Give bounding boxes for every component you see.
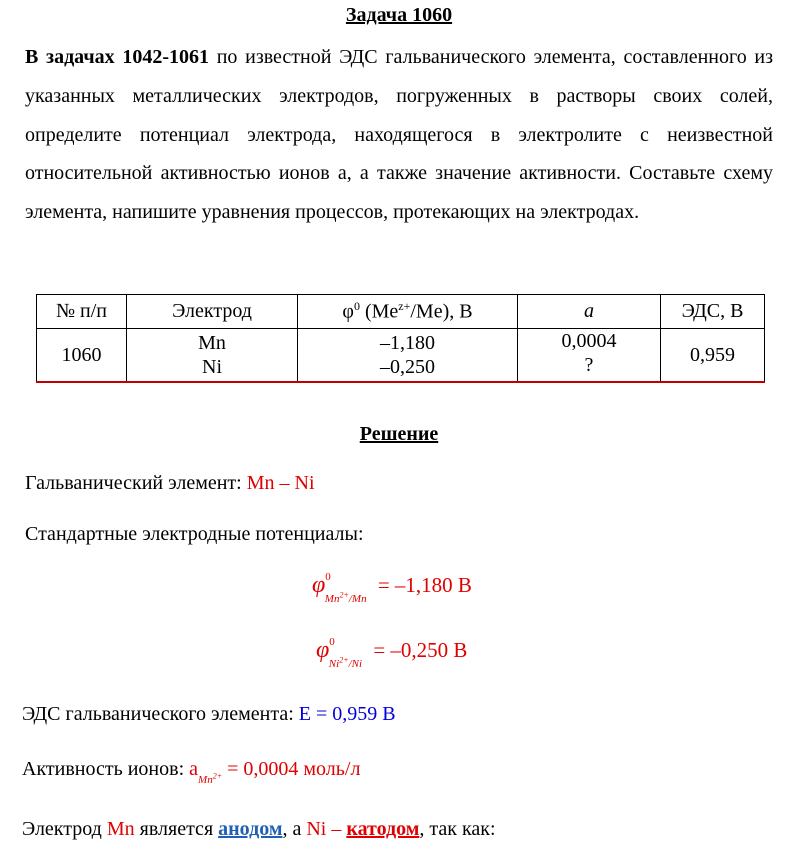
data-table — [36, 294, 765, 383]
anode-label: анодом — [218, 818, 283, 840]
header-num: № п/п — [37, 295, 127, 329]
cell-activity: 0,0004 ? — [518, 329, 661, 383]
std-potentials-label: Стандартные электродные потенциалы: — [25, 523, 364, 545]
cell-line: Гальванический элемент: Mn – Ni — [25, 472, 315, 494]
formula-ni-potential: $\varphi^0_{Ni^{2+}/Ni} = -0,250$ В — [316, 636, 468, 670]
cell-emf: 0,959 — [661, 329, 765, 383]
cell-formula: Mn – Ni — [246, 472, 315, 494]
header-potential: $\varphi^0$ $(Me^{z+}/Me)$, В — [298, 295, 518, 329]
problem-text: по известной ЭДС гальванического элемента, составленного из указанных металлических электродов, погруженных в растворы своих солей, определите потенциал электрода, находящегося в электролите с неизвестной относительной активностью ионов а, а также значение активности. Составьте схему элемента, напишите уравнения процессов, протекающих на электродах. — [25, 46, 773, 224]
problem-title: Задача 1060 — [345, 4, 453, 26]
cell-num: 1060 — [37, 329, 127, 383]
solution-title: Решение — [359, 423, 439, 445]
table-row — [37, 329, 765, 383]
activity-line: Активность ионов: $a_{Mn^{2+}} = 0,0004$ моль/л — [22, 758, 361, 786]
cell-potentials: –1,180 –0,250 — [298, 329, 518, 383]
table-header-row — [37, 295, 765, 329]
electrode-role-line: Электрод Mn является анодом, а Ni – катодом, так как: — [22, 818, 496, 840]
header-activity: a — [518, 295, 661, 329]
cathode-label: катодом — [346, 818, 420, 840]
formula-mn-potential: $\varphi^0_{Mn^{2+}/Mn} = -1,180$ В — [312, 571, 472, 605]
problem-range: В задачах 1042-1061 — [25, 46, 210, 68]
cell-electrodes: Mn Ni — [127, 329, 298, 383]
header-emf: ЭДС, В — [661, 295, 765, 329]
emf-value: E = 0,959 В — [298, 703, 396, 725]
problem-statement — [25, 38, 773, 232]
header-electrode: Электрод — [127, 295, 298, 329]
emf-line: ЭДС гальванического элемента: E = 0,959 В — [22, 703, 396, 725]
activity-formula: $a_{Mn^{2+}} = 0,0004$ моль/л — [189, 758, 361, 786]
